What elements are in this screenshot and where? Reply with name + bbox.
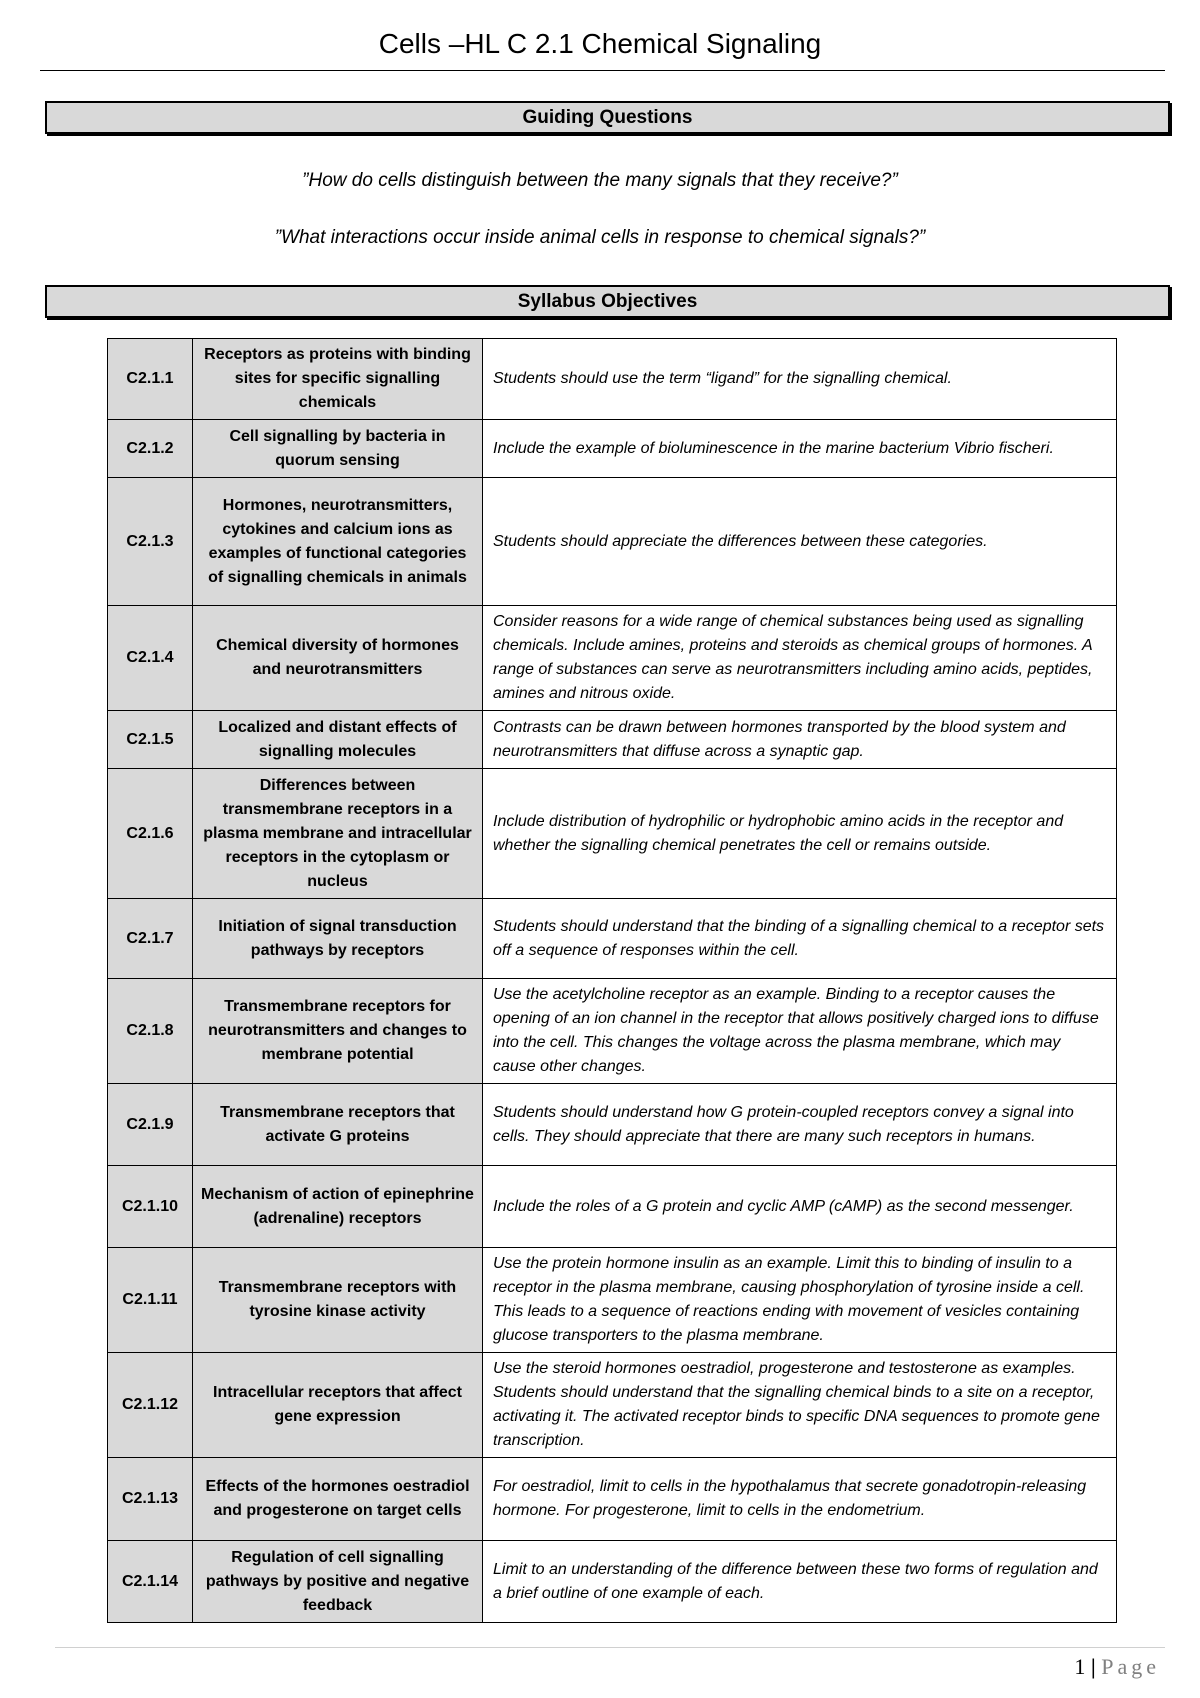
objective-topic: Transmembrane receptors with tyrosine kinase activity: [193, 1248, 483, 1353]
objective-code: C2.1.9: [108, 1084, 193, 1166]
objective-guidance: Include the example of bioluminescence in the marine bacterium Vibrio fischeri.: [483, 420, 1117, 478]
footer-separator: |: [1090, 1654, 1096, 1679]
table-row: [108, 1166, 1117, 1248]
header-divider: [40, 70, 1165, 71]
objective-topic: Initiation of signal transduction pathways by receptors: [193, 899, 483, 979]
objective-code: C2.1.2: [108, 420, 193, 478]
table-row: [108, 420, 1117, 478]
objective-code: C2.1.14: [108, 1541, 193, 1623]
table-row: [108, 1458, 1117, 1541]
syllabus-objectives-table: [107, 338, 1117, 1623]
objective-code: C2.1.4: [108, 606, 193, 711]
table-row: [108, 339, 1117, 420]
objective-topic: Effects of the hormones oestradiol and progesterone on target cells: [193, 1458, 483, 1541]
guiding-question-1: ”How do cells distinguish between the many signals that they receive?”: [302, 170, 898, 191]
objective-guidance: Students should appreciate the differences between these categories.: [483, 478, 1117, 606]
page-label: Page: [1101, 1654, 1160, 1679]
table-row: [108, 478, 1117, 606]
objective-guidance: Include distribution of hydrophilic or hydrophobic amino acids in the receptor and whether the signalling chemical penetrates the cell or remains outside.: [483, 769, 1117, 899]
objective-code: C2.1.3: [108, 478, 193, 606]
table-row: [108, 769, 1117, 899]
objective-topic: Intracellular receptors that affect gene expression: [193, 1353, 483, 1458]
footer-divider: [55, 1647, 1165, 1648]
objective-code: C2.1.6: [108, 769, 193, 899]
objective-code: C2.1.8: [108, 979, 193, 1084]
table-row: [108, 1541, 1117, 1623]
objective-guidance: Include the roles of a G protein and cyclic AMP (cAMP) as the second messenger.: [483, 1166, 1117, 1248]
page-title: Cells –HL C 2.1 Chemical Signaling: [378, 28, 822, 59]
syllabus-objectives-heading: Syllabus Objectives: [45, 285, 1170, 318]
objective-topic: Hormones, neurotransmitters, cytokines and calcium ions as examples of functional categories of signalling chemicals in animals: [193, 478, 483, 606]
objective-guidance: For oestradiol, limit to cells in the hypothalamus that secrete gonadotropin-releasing hormone. For progesterone, limit to cells in the endometrium.: [483, 1458, 1117, 1541]
table-row: [108, 1353, 1117, 1458]
objective-topic: Localized and distant effects of signalling molecules: [193, 711, 483, 769]
table-row: [108, 711, 1117, 769]
table-row: [108, 899, 1117, 979]
objective-topic: Transmembrane receptors that activate G proteins: [193, 1084, 483, 1166]
table-row: [108, 979, 1117, 1084]
table-row: [108, 606, 1117, 711]
objective-code: C2.1.7: [108, 899, 193, 979]
guiding-questions-heading: Guiding Questions: [45, 101, 1170, 134]
objective-guidance: Limit to an understanding of the difference between these two forms of regulation and a brief outline of one example of each.: [483, 1541, 1117, 1623]
table-row: [108, 1084, 1117, 1166]
objective-topic: Cell signalling by bacteria in quorum sensing: [193, 420, 483, 478]
objective-topic: Differences between transmembrane receptors in a plasma membrane and intracellular receptors in the cytoplasm or nucleus: [193, 769, 483, 899]
objective-code: C2.1.10: [108, 1166, 193, 1248]
objective-guidance: Students should understand how G protein-coupled receptors convey a signal into cells. They should appreciate that there are many such receptors in humans.: [483, 1084, 1117, 1166]
guiding-question-2: ”What interactions occur inside animal cells in response to chemical signals?”: [274, 227, 926, 248]
objective-guidance: Students should understand that the binding of a signalling chemical to a receptor sets off a sequence of responses within the cell.: [483, 899, 1117, 979]
objective-code: C2.1.1: [108, 339, 193, 420]
page-footer: [1074, 1654, 1160, 1680]
objective-topic: Transmembrane receptors for neurotransmitters and changes to membrane potential: [193, 979, 483, 1084]
objective-guidance: Use the acetylcholine receptor as an example. Binding to a receptor causes the opening of an ion channel in the receptor that allows positively charged ions to diffuse into the cell. This changes the voltage across the plasma membrane, which may cause other changes.: [483, 979, 1117, 1084]
table-row: [108, 1248, 1117, 1353]
objective-topic: Regulation of cell signalling pathways by positive and negative feedback: [193, 1541, 483, 1623]
page-number: 1: [1074, 1654, 1086, 1679]
objective-topic: Chemical diversity of hormones and neurotransmitters: [193, 606, 483, 711]
objective-guidance: Consider reasons for a wide range of chemical substances being used as signalling chemicals. Include amines, proteins and steroids as chemical groups of hormones. A range of substances can serve as neurotransmitters including amino acids, peptides, amines and nitrous oxide.: [483, 606, 1117, 711]
objective-guidance: Use the protein hormone insulin as an example. Limit this to binding of insulin to a receptor in the plasma membrane, causing phosphorylation of tyrosine inside a cell. This leads to a sequence of reactions ending with movement of vesicles containing glucose transporters to the plasma membrane.: [483, 1248, 1117, 1353]
objective-topic: Receptors as proteins with binding sites for specific signalling chemicals: [193, 339, 483, 420]
objective-code: C2.1.13: [108, 1458, 193, 1541]
objective-guidance: Contrasts can be drawn between hormones transported by the blood system and neurotransmitters that diffuse across a synaptic gap.: [483, 711, 1117, 769]
objective-code: C2.1.11: [108, 1248, 193, 1353]
objective-topic: Mechanism of action of epinephrine (adrenaline) receptors: [193, 1166, 483, 1248]
objective-guidance: Use the steroid hormones oestradiol, progesterone and testosterone as examples. Students should understand that the signalling chemical binds to a site on a receptor, activating it. The activated receptor binds to specific DNA sequences to promote gene transcription.: [483, 1353, 1117, 1458]
objective-guidance: Students should use the term “ligand” for the signalling chemical.: [483, 339, 1117, 420]
objective-code: C2.1.12: [108, 1353, 193, 1458]
objective-code: C2.1.5: [108, 711, 193, 769]
